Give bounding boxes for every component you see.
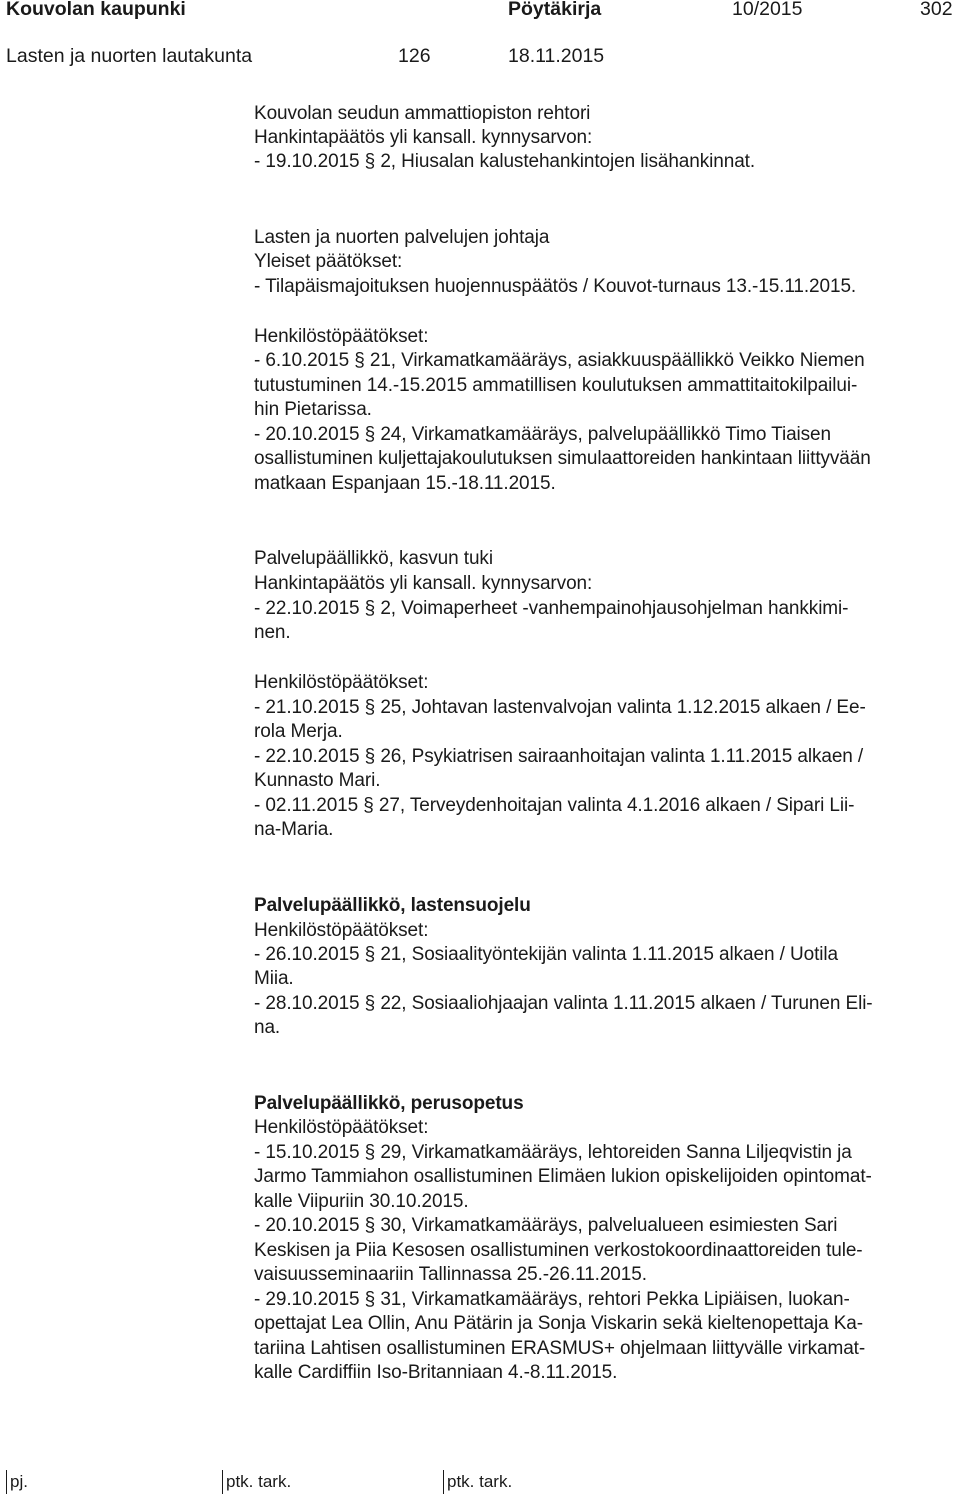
line: Yleiset päätökset: — [254, 251, 403, 272]
line-heading: Lasten ja nuorten palvelujen johtaja — [254, 227, 550, 248]
signature-divider — [6, 1470, 7, 1494]
signature-divider — [222, 1470, 223, 1494]
minutes-checker-label: ptk. tark. — [226, 1472, 292, 1491]
line-heading: Palvelupäällikkö, kasvun tuki — [254, 548, 493, 569]
line: - 29.10.2015 § 31, Virkamatkamääräys, rehtori Pekka Lipiäisen, luokan- — [254, 1289, 850, 1310]
minutes-checker-label: ptk. tark. — [447, 1472, 513, 1491]
line: - 20.10.2015 § 30, Virkamatkamääräys, palvelualueen esimiesten Sari — [254, 1215, 838, 1236]
line: Miia. — [254, 968, 294, 989]
line: - 22.10.2015 § 2, Voimaperheet -vanhempainohjausohjelman hankkimi- — [254, 598, 849, 619]
chair-signature-label: pj. — [10, 1472, 28, 1491]
org-name: Kouvolan kaupunki — [6, 0, 186, 20]
signature-footer — [0, 1470, 960, 1494]
line: na-Maria. — [254, 819, 334, 840]
line: Hankintapäätös yli kansall. kynnysarvon: — [254, 573, 593, 594]
committee-name: Lasten ja nuorten lautakunta — [6, 45, 253, 67]
line: opettajat Lea Ollin, Anu Pätärin ja Sonja Viskarin sekä kieltenopettaja Ka- — [254, 1313, 863, 1334]
signature-divider — [443, 1470, 444, 1494]
line: tutustuminen 14.-15.2015 ammatillisen koulutuksen ammattitaitokilpailui- — [254, 375, 858, 396]
line: kalle Cardiffiin Iso-Britanniaan 4.-8.11.2015. — [254, 1362, 618, 1383]
line: vaisuusseminaariin Tallinnassa 25.-26.11.2015. — [254, 1264, 647, 1285]
line: nen. — [254, 622, 291, 643]
line: rola Merja. — [254, 721, 343, 742]
line-heading: Palvelupäällikkö, perusopetus — [254, 1093, 524, 1114]
line: Jarmo Tammiahon osallistuminen Elimäen lukion opiskelijoiden opintomat- — [254, 1166, 872, 1187]
line: - Tilapäismajoituksen huojennuspäätös / Kouvot-turnaus 13.-15.11.2015. — [254, 276, 857, 297]
line-heading: Palvelupäällikkö, lastensuojelu — [254, 895, 531, 916]
line: Hankintapäätös yli kansall. kynnysarvon: — [254, 127, 593, 148]
line: hin Pietarissa. — [254, 399, 372, 420]
line: - 26.10.2015 § 21, Sosiaalityöntekijän valinta 1.11.2015 alkaen / Uotila — [254, 944, 838, 965]
line: - 15.10.2015 § 29, Virkamatkamääräys, lehtoreiden Sanna Liljeqvistin ja — [254, 1142, 852, 1163]
page-number: 302 — [920, 0, 953, 20]
line: matkaan Espanjaan 15.-18.11.2015. — [254, 473, 556, 494]
line: - 6.10.2015 § 21, Virkamatkamääräys, asiakkuuspäällikkö Veikko Niemen — [254, 350, 865, 371]
line: osallistuminen kuljettajakoulutuksen simulaattoreiden hankintaan liittyvään — [254, 448, 871, 469]
line: tariina Lahtisen osallistuminen ERASMUS+ ohjelmaan liittyvälle virkamat- — [254, 1338, 866, 1359]
line: - 19.10.2015 § 2, Hiusalan kalustehankintojen lisähankinnat. — [254, 151, 756, 172]
line: Kunnasto Mari. — [254, 770, 381, 791]
line: kalle Viipuriin 30.10.2015. — [254, 1191, 469, 1212]
meeting-number: 10/2015 — [732, 0, 803, 20]
meeting-date: 18.11.2015 — [508, 45, 605, 67]
line: na. — [254, 1017, 281, 1038]
line: - 20.10.2015 § 24, Virkamatkamääräys, palvelupäällikkö Timo Tiaisen — [254, 424, 831, 445]
line: - 02.11.2015 § 27, Terveydenhoitajan valinta 4.1.2016 alkaen / Sipari Lii- — [254, 795, 855, 816]
line: Henkilöstöpäätökset: — [254, 920, 429, 941]
line: - 22.10.2015 § 26, Psykiatrisen sairaanhoitajan valinta 1.11.2015 alkaen / — [254, 746, 864, 767]
line: - 21.10.2015 § 25, Johtavan lastenvalvojan valinta 1.12.2015 alkaen / Ee- — [254, 697, 866, 718]
line: - 28.10.2015 § 22, Sosiaaliohjaajan valinta 1.11.2015 alkaen / Turunen Eli- — [254, 993, 873, 1014]
line: Henkilöstöpäätökset: — [254, 1117, 429, 1138]
doc-type: Pöytäkirja — [508, 0, 602, 20]
line: Henkilöstöpäätökset: — [254, 672, 429, 693]
section-number: 126 — [398, 45, 431, 67]
line: Henkilöstöpäätökset: — [254, 326, 429, 347]
line: Keskisen ja Piia Kesosen osallistuminen verkostokoordinaattoreiden tule- — [254, 1240, 863, 1261]
line-heading: Kouvolan seudun ammattiopiston rehtori — [254, 103, 591, 124]
